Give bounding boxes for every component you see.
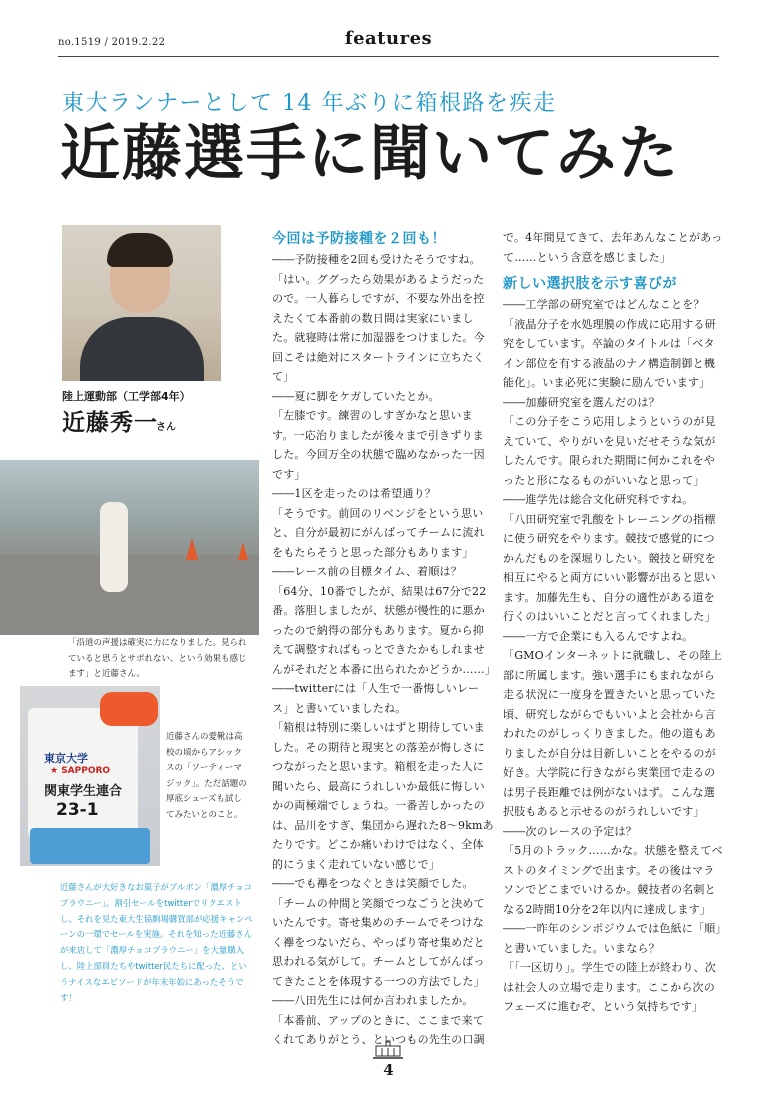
paragraph: 「64分、10番でしたが、結果は67分で22番。落胆しましたが、状態が慢性的に悪かったので納得の部分もあります。夏から抑えて調整すればもっとできたかもしれませんがそれだと本番に出られたかどうか……」	[272, 584, 496, 676]
race-photo-caption: 「沿道の声援は確実に力になりました。見られていると思うとサボれない、という効果も感じます」と近藤さん。	[68, 638, 247, 679]
article-headline: 近藤選手に聞いてみた	[60, 119, 680, 189]
article-subtitle: 東大ランナーとして 14 年ぶりに箱根路を疾走	[62, 91, 557, 116]
profile-name-suffix: さん	[156, 422, 176, 433]
profile-affiliation: 陸上運動部（工学部4年）	[62, 390, 191, 403]
issue-number: no.1519 / 2019.2.22	[58, 37, 166, 48]
paragraph: ――レース前の目標タイム、着順は？	[272, 565, 462, 578]
bib-line: 23-1	[56, 800, 99, 820]
paragraph: ――一方で企業にも入るんですよね。	[503, 629, 694, 643]
sidebar-note: 近藤さんが大好きなお菓子がブルボン「濃厚チョコブラウニー」。割引セールをtwitterでリクエストし、それを見た東大生協駒場購買部が応援キャンペーンの一環でセールを実施。それを知った近藤さんが来店して「濃厚チョコブラウニー」を大量購入し、陸上部員たちやtwitter民たちに配った、というナイスなエピソードが年末年始にあったそうです！	[60, 882, 253, 1003]
paragraph: ――工学部の研究室ではどんなことを？	[503, 298, 705, 311]
paragraph: ――twitterには「人生で一番悔しいレース」と書いていましたね。	[272, 682, 480, 715]
paragraph: ――予防接種を2回も受けたそうですね。	[272, 253, 481, 266]
race-runner	[100, 502, 128, 592]
yasuda-auditorium-icon	[372, 1040, 404, 1060]
paragraph: ――次のレースの予定は？	[503, 824, 637, 838]
traffic-cone-icon	[186, 538, 198, 560]
profile-name: 近藤秀一	[62, 410, 158, 436]
paragraph: 「チームの仲間と笑顔でつなごうと決めていたんです。寄せ集めのチームでそつけなく襷をつないだら、やっぱり寄せ集めだと思われる気がして。チームとしてがんばってきたことを体現する一つの方法でした」	[272, 896, 485, 988]
bib-line: 関東学生連合	[44, 784, 123, 799]
running-singlet	[28, 708, 138, 838]
page-number: 4	[383, 1061, 394, 1079]
traffic-cone-icon	[238, 542, 248, 560]
paragraph: ――一昨年のシンポジウムでは色紙に「順」と書いていました。いまなら？	[503, 922, 722, 955]
running-shorts	[30, 828, 150, 864]
paragraph: 「GMOインターネットに就職し、その陸上部に所属します。強い選手にもまれながら走る状況に一度身を置きたいと思っていた頃、研究しながらでもいいよと会社から言われたのがしっくりきました。他の道もありましたが自分は目新しいことをやるのが好き。大学院に行きながら実業団で走るのは男子長距離では例がないはず。こんな選択肢もあると示せるのがうれしいです」	[503, 649, 723, 818]
column-a-heading: 今回は予防接種を２回も！	[272, 231, 446, 247]
paragraph: 「箱根は特別に楽しいはずと期待していました。その期待と現実との落差が悔しさにつながったと思います。箱根を走った人に聞いたら、最高にうれしいか最低に悔しいかの両極端でしょうね。一番苦しかったのは、品川をすぎ、集団から遅れた8～9kmあたりです。どこか痛いわけではなく、全体的にうまく走れていない感じで」	[272, 721, 494, 871]
article-column-a	[272, 228, 494, 1050]
paragraph: 「はい。ググったら効果があるようだったので。一人暮らしですが、不要な外出を控えたくて本番前の数日間は実家にいました。就寝時は常に加湿器をつけました。今回こそは絶対にスタートラインに立ちたくて」	[272, 272, 485, 383]
paragraph: 「左膝です。練習のしすぎかなと思います。一応治りましたが後々まで引きずりました。今回万全の状態で臨めなかった一因です」	[272, 409, 485, 481]
paragraph: 「液晶分子を水処理膜の作成に応用する研究をしています。卒論のタイトルは「ベタイン部位を有する液晶のナノ構造制御と機能化」。いま必死に実験に励んでいます」	[503, 317, 716, 389]
paragraph: 「5月のトラック……かな。状態を整えてベストのタイミングで出ます。その後はマラソンでどこまでいけるか。競技者の名刺となる2時間10分を2年以内に達成します」	[503, 844, 723, 916]
portrait-body	[80, 317, 204, 381]
header-divider	[58, 56, 719, 57]
paragraph: ――加藤研究室を選んだのは？	[503, 395, 660, 409]
paragraph: ――1区を走ったのは希望通り？	[272, 487, 436, 500]
running-shoe	[100, 692, 158, 726]
paragraph: 「そうです。前回のリベンジをという思いと、自分が最初にがんばってチームに流れをもたらそうと思った部分もあります」	[272, 506, 485, 559]
section-title: features	[344, 28, 433, 49]
portrait-hair	[107, 233, 173, 267]
race-photo	[0, 460, 259, 635]
article-column-b	[503, 228, 725, 1017]
paragraph: ――進学先は総合文化研究科ですね。	[503, 493, 694, 506]
race-road	[0, 555, 259, 635]
paragraph: 「この分子をこう応用しようというのが見えていて、やりがいを見いだせそうな気がしたんです。限られた期間に何かこれをやったと形になるものがいいなと思って」	[503, 415, 716, 487]
shoes-photo	[20, 686, 160, 866]
shoes-photo-caption: 近藤さんの愛靴は高校の頃からアシックスの「ソーティーマジック」。ただ話題の厚底シューズも試してみたいとのこと。	[166, 732, 247, 820]
paragraph: 「本番前、アップのときに、ここまで来てくれてありがとう、といつもの先生の口調	[272, 1013, 485, 1046]
column-b-heading: 新しい選択肢を示す喜びが	[503, 276, 677, 292]
paragraph: で。4年間見てきて、去年あんなことがあって……という含意を感じました」	[503, 231, 723, 264]
paragraph: ――でも襷をつなぐときは笑顔でした。	[272, 877, 474, 890]
portrait-photo	[62, 225, 221, 381]
paragraph: ――八田先生には何か言われましたか。	[272, 994, 474, 1007]
bib-line: ★ SAPPORO	[50, 766, 111, 776]
bib-line: 東京大学	[44, 752, 88, 765]
paragraph: 「「一区切り」。学生での陸上が終わり、次は社会人の立場で走ります。ここから次のフェーズに進むぞ、という気持ちです」	[503, 961, 716, 1013]
paragraph: ――夏に脚をケガしていたとか。	[272, 389, 440, 403]
paragraph: 「八田研究室で乳酸をトレーニングの指標に使う研究をやります。競技で感覚的につかんだものを深堀りしたい。競技と研究を相互にやると両方にいい影響が出ると思います。加藤先生も、自分の適性がある道を行くのはいいことだと言ってくれました」	[503, 512, 716, 623]
